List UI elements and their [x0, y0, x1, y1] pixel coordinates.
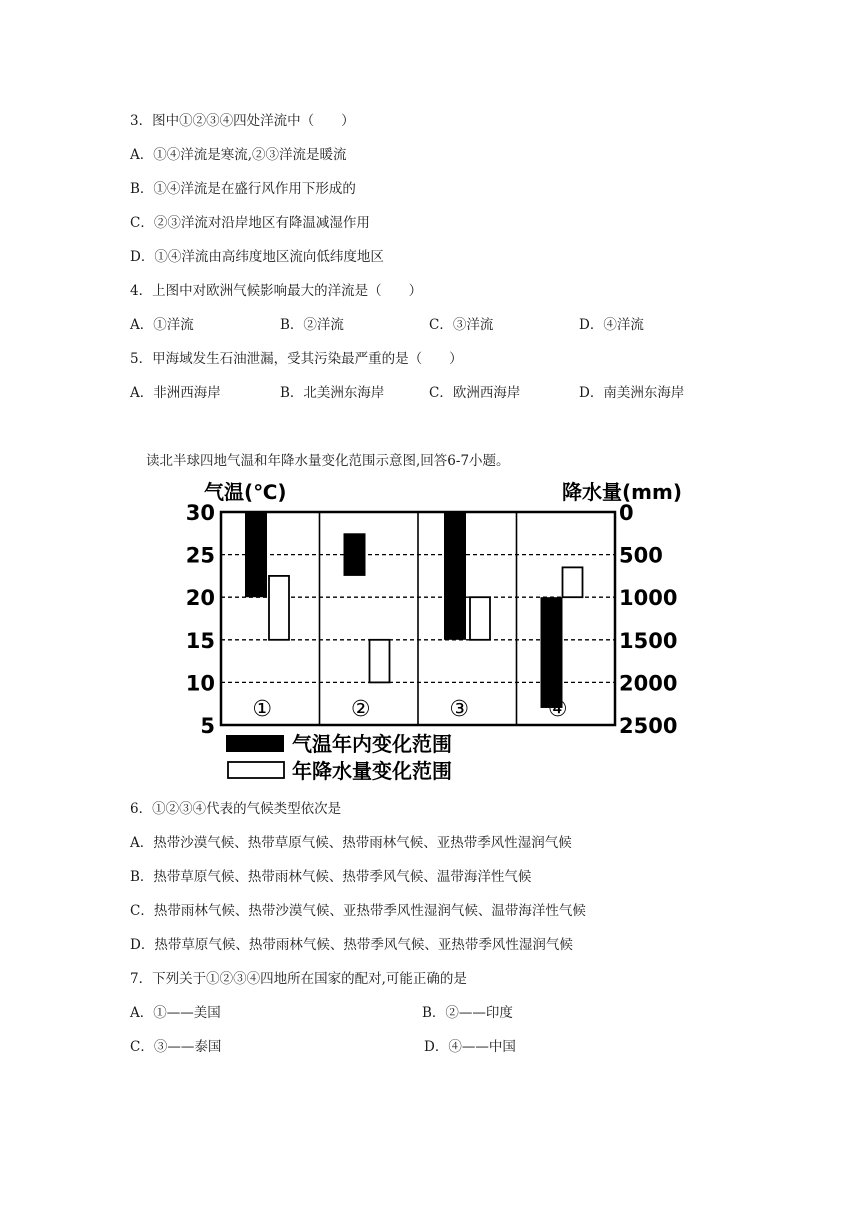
category-label-2: ② [350, 697, 371, 722]
q6-option-a: A．热带沙漠气候、热带草原气候、热带雨林气候、亚热带季风性湿润气候 [130, 835, 572, 851]
q6-option-b: B．热带草原气候、热带雨林气候、热带季风气候、温带海洋性气候 [130, 869, 532, 885]
precipitation-bar-1 [269, 576, 289, 640]
q6-option-d: D．热带草原气候、热带雨林气候、热带季风气候、亚热带季风性湿润气候 [130, 937, 573, 953]
legend-swatch-temperature [226, 735, 284, 752]
q5-option-b: B．北美洲东海岸 [280, 385, 385, 401]
q4-option-b: B．②洋流 [280, 317, 344, 333]
chart-bars [245, 512, 583, 708]
left-tick-label: 20 [186, 586, 215, 611]
q4-stem: 4．上图中对欧洲气候影响最大的洋流是（ ） [130, 283, 423, 299]
q5-stem: 5．甲海域发生石油泄漏，受其污染最严重的是（ ） [130, 351, 463, 367]
q7-option-b: B．②——印度 [422, 1005, 513, 1021]
temperature-bar-4 [541, 597, 563, 708]
precipitation-bar-3 [470, 597, 490, 640]
category-label-3: ③ [449, 697, 470, 722]
q7-option-d: D．④——中国 [424, 1039, 516, 1055]
q7-stem: 7．下列关于①②③④四地所在国家的配对,可能正确的是 [130, 971, 467, 987]
right-tick-label: 500 [619, 543, 663, 568]
q5-option-c: C．欧洲西海岸 [429, 385, 521, 401]
left-tick-label: 25 [186, 543, 215, 568]
q5-option-a: A．非洲西海岸 [130, 385, 221, 401]
left-tick-label: 5 [200, 714, 215, 738]
chart-intro: 读北半球四地气温和年降水量变化范围示意图,回答6-7小题。 [146, 453, 510, 469]
legend-swatch-precipitation [228, 762, 284, 778]
legend-label-precipitation: 年降水量变化范围 [292, 759, 452, 783]
q6-stem: 6．①②③④代表的气候类型依次是 [130, 801, 342, 817]
q3-stem: 3．图中①②③④四处洋流中（ ） [130, 113, 355, 129]
right-tick-label: 2500 [619, 714, 678, 738]
q7-option-a: A．①——美国 [130, 1005, 221, 1021]
precipitation-bar-4 [563, 567, 583, 597]
q5-option-d: D．南美洲东海岸 [579, 385, 685, 401]
right-tick-label: 2000 [619, 671, 678, 696]
chart-legend [226, 732, 452, 783]
q3-option-a: A．①④洋流是寒流,②③洋流是暖流 [130, 147, 347, 163]
left-tick-label: 10 [186, 671, 215, 696]
right-tick-label: 1000 [619, 586, 678, 611]
chart-category-labels [252, 697, 567, 722]
right-axis-label: 降水量(mm) [562, 480, 682, 504]
q7-option-c: C．③——泰国 [130, 1039, 222, 1055]
legend-label-temperature: 气温年内变化范围 [292, 732, 452, 756]
q3-option-c: C．②③洋流对沿岸地区有降温减湿作用 [130, 215, 370, 231]
right-tick-label: 1500 [619, 628, 678, 653]
temperature-bar-3 [444, 512, 466, 640]
climate-range-chart [186, 478, 686, 790]
right-tick-label: 0 [619, 501, 634, 525]
q3-option-d: D．①④洋流由高纬度地区流向低纬度地区 [130, 249, 384, 265]
left-tick-label: 30 [186, 501, 215, 525]
precipitation-bar-2 [370, 640, 390, 683]
category-label-1: ① [252, 697, 273, 722]
q3-option-b: B．①④洋流是在盛行风作用下形成的 [130, 181, 356, 197]
q6-option-c: C．热带雨林气候、热带沙漠气候、亚热带季风性湿润气候、温带海洋性气候 [130, 903, 586, 919]
q4-option-d: D．④洋流 [579, 317, 644, 333]
temperature-bar-2 [344, 533, 366, 576]
left-tick-label: 15 [186, 628, 215, 653]
q4-option-a: A．①洋流 [130, 317, 194, 333]
q4-option-c: C．③洋流 [429, 317, 494, 333]
left-axis-label: 气温(℃) [204, 480, 287, 504]
category-label-4: ④ [547, 697, 568, 722]
temperature-bar-1 [245, 512, 267, 597]
